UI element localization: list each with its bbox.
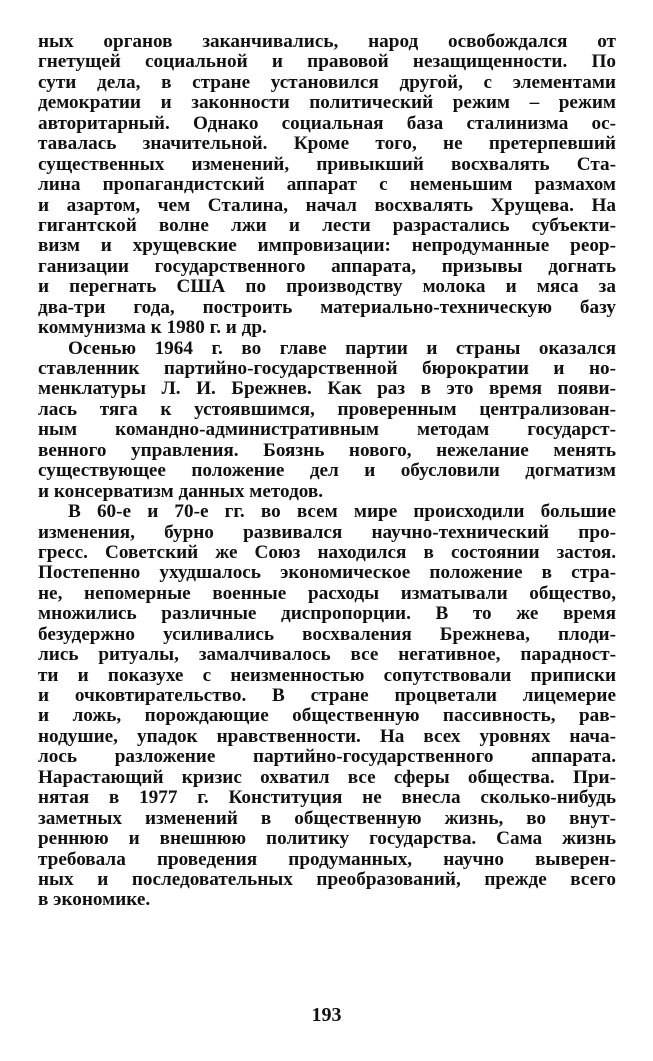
text-line: и консерватизм данных методов. — [38, 481, 324, 502]
text-line: авторитарный. Однако социальная база сталинизма ос- — [38, 113, 616, 134]
paragraph-2 — [38, 339, 616, 503]
text-line: и ложь, порождающие общественную пассивность, рав- — [38, 706, 616, 727]
paragraph-3 — [38, 502, 616, 911]
text-line: ных органов заканчивались, народ освобождался от — [38, 32, 616, 52]
text-line: и очковтирательство. В стране процветали лицемерие — [38, 686, 616, 706]
text-line: гресс. Советский же Союз находился в состоянии застоя. — [38, 542, 616, 563]
text-line: Осенью 1964 г. во главе партии и страны оказался — [68, 338, 616, 359]
page-number: 193 — [311, 1004, 342, 1026]
text-line: ти и показухе с неизменностью сопутствовали приписки — [38, 665, 616, 686]
text-line: лось разложение партийно-государственного аппарата. — [38, 747, 616, 768]
text-line: тавалась значительной. Кроме того, не претерпевший — [38, 134, 616, 155]
text-line: реннюю и внешнюю политику государства. Сама жизнь — [38, 829, 616, 850]
text-line: лась тяга к устоявшимся, проверенным централизован- — [38, 399, 616, 420]
text-line: демократии и законности политический режим – режим — [38, 93, 616, 114]
text-line: заметных изменений в общественную жизнь, во внут- — [38, 808, 616, 829]
text-line: множились различные диспропорции. В то же время — [38, 604, 616, 625]
text-line: не, непомерные военные расходы изматывали общество, — [38, 583, 616, 604]
text-line: лись ритуалы, замалчивалось все негативное, парадност- — [38, 645, 616, 666]
text-line: существующее положение дел и обусловили догматизм — [38, 461, 616, 482]
text-line: визм и хрущевские импровизации: непродуманные реор- — [38, 236, 616, 257]
text-line: коммунизма к 1980 г. и др. — [38, 318, 267, 339]
text-line: нодушие, упадок нравственности. На всех уровнях нача- — [38, 726, 616, 747]
text-line: нятая в 1977 г. Конституция не внесла сколько-нибудь — [38, 788, 616, 809]
text-line: и перегнать США по производству молока и мяса за — [38, 277, 616, 298]
text-line: гигантской волне лжи и лести разрастались субъекти- — [38, 215, 616, 236]
text-line: ным командно-административным методам государст- — [38, 420, 616, 441]
text-line: лина пропагандистский аппарат с неменьшим размахом — [38, 175, 616, 196]
text-line: безудержно усиливались восхваления Брежнева, плоди- — [38, 624, 616, 645]
text-line: Постепенно ухудшалось экономическое положение в стра- — [38, 563, 616, 584]
text-line: ганизации государственного аппарата, призывы догнать — [38, 256, 616, 277]
text-line: ставленник партийно-государственной бюрократии и но- — [38, 359, 616, 379]
text-line: В 60-е и 70-е гг. во всем мире происходили большие — [68, 502, 616, 523]
text-line: венного управления. Боязнь нового, нежелание менять — [38, 440, 616, 461]
text-line: в экономике. — [38, 890, 151, 911]
page-body — [38, 32, 616, 911]
paragraph-1 — [38, 32, 616, 339]
text-line: сути дела, в стране установился другой, с элементами — [38, 72, 616, 93]
text-line: ных и последовательных преобразований, прежде всего — [38, 869, 616, 890]
text-line: и азартом, чем Сталина, начал восхвалять Хрущева. На — [38, 195, 616, 216]
text-line: Нарастающий кризис охватил все сферы общества. При- — [38, 767, 616, 788]
text-line: изменения, бурно развивался научно-технический про- — [38, 522, 616, 543]
text-line: менклатуры Л. И. Брежнев. Как раз в это время появи- — [38, 379, 616, 400]
text-line: существенных изменений, привыкший восхвалять Ста- — [38, 154, 616, 175]
text-line: два-три года, построить материально-техническую базу — [38, 297, 616, 318]
text-line: гнетущей социальной и правовой незащищенности. По — [38, 52, 616, 73]
text-line: требовала проведения продуманных, научно выверен- — [38, 849, 616, 870]
